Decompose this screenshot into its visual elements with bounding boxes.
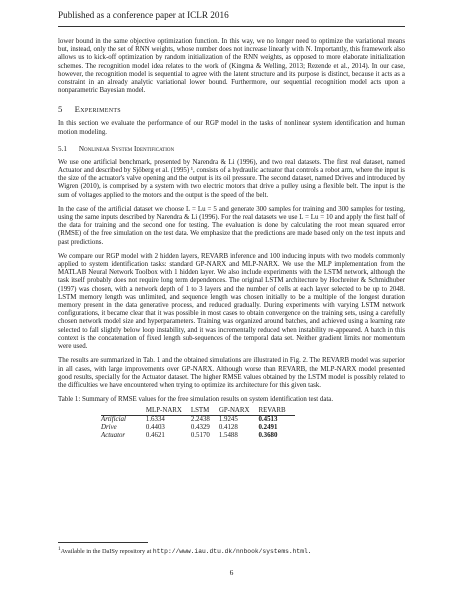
table-header-cell: GP-NARX xyxy=(219,407,259,415)
footnote-text: Available in the DaISy repository at xyxy=(60,548,153,556)
header-rule xyxy=(58,26,405,27)
footnote xyxy=(58,546,312,555)
table-row xyxy=(101,416,295,424)
table-row xyxy=(101,424,295,432)
table-cell: 0.4621 xyxy=(145,431,165,439)
footnote-rule xyxy=(58,542,148,543)
table-header-row xyxy=(101,407,295,415)
subsection-title: Nonlinear System Identification xyxy=(78,144,175,153)
page-body xyxy=(58,38,405,440)
table-cell-best: 0.3680 xyxy=(258,431,278,439)
table-cell: 0.4128 xyxy=(218,423,238,431)
section-heading xyxy=(58,104,405,114)
footnote-url: http://www.iau.dtu.dk/nnbook/systems.html. xyxy=(152,548,312,556)
table-header-cell: REVARB xyxy=(258,407,294,415)
body-paragraph-datasets: We use one artificial benchmark, presented by Narendra & Li (1996), and two real datasets. The first real dataset, named Actuator and described by Sjöberg et al. (1995) ¹, consists of a hydraulic actuator that controls a robot arm, where the input is the size of the actuator's valve opening and the output is its oil pressure. The second dataset, named Drives and introduced by Wigren (2010), is comprised by a system with two electric motors that drive a pulley using a flexible belt. The input is the sum of voltages applied to the motors and the output is the speed of the belt. xyxy=(58,158,405,199)
table-caption: Table 1: Summary of RMSE values for the free simulation results on system identification test data. xyxy=(58,396,334,404)
section-intro-paragraph: In this section we evaluate the performance of our RGP model in the tasks of nonlinear system identification and human motion modeling. xyxy=(58,120,405,136)
table-cell: 1.6334 xyxy=(145,416,165,424)
table-cell: 2.2438 xyxy=(190,416,210,424)
body-paragraph-setup: In the case of the artificial dataset we choose L = Lu = 5 and generate 300 samples for training and 300 samples for testing, using the same inputs described by Narendra & Li (1996). For the real datasets we use L = Lu = 10 and apply the first half of the data for training and the second one for testing. The evaluation is done by calculating the root mean squared error (RMSE) of the free simulation on the test data. We emphasize that the predictions are made based only on the test inputs and past predictions. xyxy=(58,205,405,246)
table-cell: 0.4329 xyxy=(190,423,210,431)
table-cell: 0.4403 xyxy=(145,423,165,431)
table-cell-best: 0.4513 xyxy=(258,416,278,424)
table-cell-best: 0.2491 xyxy=(258,423,278,431)
table-row xyxy=(101,432,295,440)
subsection-heading xyxy=(58,145,405,153)
table-row-label: Artificial xyxy=(101,416,126,424)
running-header: Published as a conference paper at ICLR 2016 xyxy=(58,10,229,20)
footnote-mark: 1 xyxy=(58,546,61,552)
table-cell: 1.9245 xyxy=(218,416,238,424)
body-paragraph-results: The results are summarized in Tab. 1 and the obtained simulations are illustrated in Fig. 2. The REVARB model was superior in all cases, with large improvements over GP-NARX. Although worse than REVARB, the MLP-NARX model presented good results, specially for the Actuator dataset. The higher RMSE values obtained by the LSTM model is possibly related to the difficulties we have encountered when trying to optimize its architecture for this given task. xyxy=(58,357,405,389)
results-table xyxy=(101,407,295,439)
table-header-cell: LSTM xyxy=(191,407,219,415)
table-cell: 1.5488 xyxy=(218,431,238,439)
section-number: 5 xyxy=(58,104,63,115)
table-header-cell xyxy=(101,407,146,415)
table-row-label: Actuator xyxy=(101,431,126,439)
table-header-cell: MLP-NARX xyxy=(146,407,191,415)
page-number: 6 xyxy=(229,568,234,577)
subsection-number: 5.1 xyxy=(58,144,67,153)
section-title: Experiments xyxy=(74,104,121,115)
table-cell: 0.5170 xyxy=(190,431,210,439)
intro-paragraph: lower bound in the same objective optimization function. In this way, we no longer need to optimize the variational means but, instead, only the set of RNN weights, whose number does not increase linearly with N. Importantly, this framework also allows us to kick-off optimization by random initialization of the RNN weights, as opposed to more elaborate initialization schemes. The recognition model idea relates to the work of (Kingma & Welling, 2013; Rezende et al., 2014). In our case, however, the recognition model is sequential to agree with the latent structure and its purpose is distinct, because it acts as a constraint in an already analytic variational lower bound. Furthermore, our sequential recognition model acts upon a nonparametric Bayesian model. xyxy=(58,38,405,95)
table-row-label: Drive xyxy=(101,423,117,431)
body-paragraph-models: We compare our RGP model with 2 hidden layers, REVARB inference and 100 inducing inputs with two models commonly applied to system identification tasks: standard GP-NARX and MLP-NARX. We use the MLP implementation from the MATLAB Neural Network Toolbox with 1 hidden layer. We also include experiments with the LSTM network, although the task itself probably does not require long term dependences. The original LSTM architecture by Hochreiter & Schmidhuber (1997) was chosen, with a network depth of 1 to 3 layers and the number of cells at each layer selected to be up to 2048. LSTM memory length was unlimited, and sequence length was chosen initially to be a multiple of the longest duration memory present in the data generative process, and reduced gradually. During experiments with varying LSTM network configurations, it became clear that it was possible in most cases to obtain convergence on the training sets, using a carefully chosen network model size and hyperparameters. Training was organized around batches, and achieved using a learning rate selected to fall slightly below loop instability, and it was incrementally reduced when instability re-appeared. A batch in this context is the concatenation of fixed length sub-sequences of the temporal data set. Neither gradient limits nor momentum were used. xyxy=(58,252,405,351)
